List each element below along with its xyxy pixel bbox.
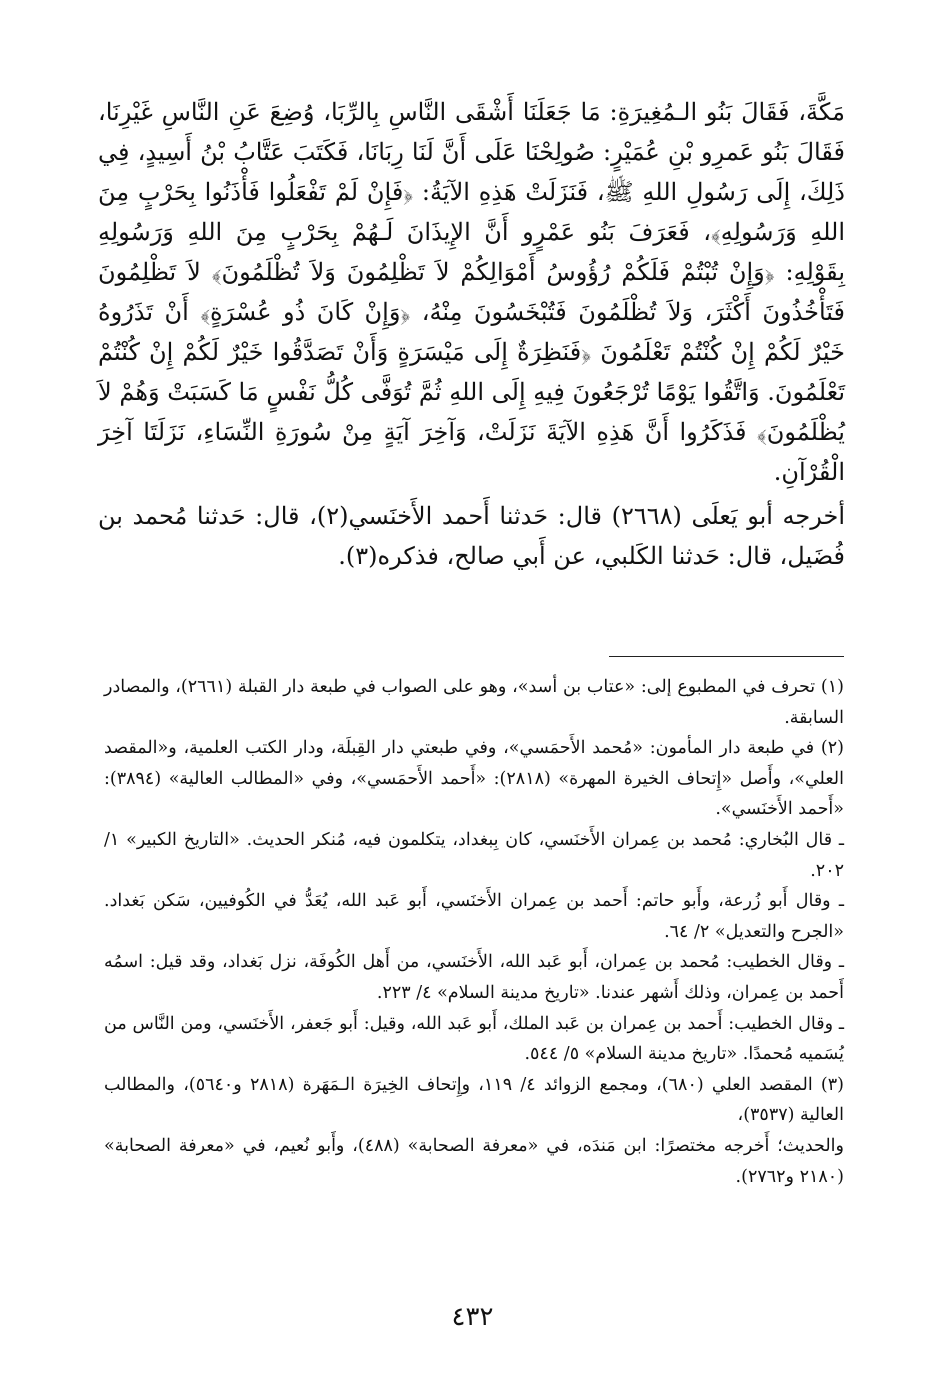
footnote-2-bukhari: ـ قال البُخاري: مُحمد بن عِمران الأَخنَسي، كان بِبغداد، يتكلمون فيه، مُنكر الحديث. «التاريخ الكبير» ١/ ٢٠٢.: [104, 829, 844, 881]
footnote-2-abu-zura: ـ وقال أَبو زُرعة، وأَبو حاتم: أَحمد بن عِمران الأَخنَسي، أَبو عَبد الله، يُعَدُّ في الكُوفيين، سَكن بَغداد. «الجرح والتعديل» ٢/ ٦٤.: [104, 891, 844, 942]
footnote-1: (١) تحرف في المطبوع إلى: «عتاب بن أسد»، وهو على الصواب في طبعة دار القبلة (٢٦٦١)، والمصادر السابقة.: [104, 677, 844, 728]
footnote-3: (٣) المقصد العلي (٦٨٠)، ومجمع الزوائد ٤/ ١١٩، وإِتحاف الخِيرَة الـمَهَرة (٢٨١٨ و٥٦٤٠)، والمطالب العالية (٣٥٣٧)،: [104, 1074, 844, 1126]
main-text: [98, 92, 845, 576]
footnotes: [104, 672, 844, 1192]
footnote-2-khatib-2: ـ وقال الخطيب: أَحمد بن عِمران بن عَبد الملك، أَبو عَبد الله، وقيل: أَبو جَعفر، الأَخنَسي، ومن النَّاس من يُسَميه مُحمدًا. «تاريخ مدينة السلام» ٥/ ٥٤٤.: [104, 1013, 844, 1065]
footnote-2-khatib-1: ـ وقال الخطيب: مُحمد بن عِمران، أَبو عَبد الله، الأَخنَسي، من أَهل الكُوفَة، نزل بَغداد، وقد قيل: اسمُه أَحمد بن عِمران، وذلك أَشهر عندنا. «تاريخ مدينة السلام» ٤/ ٢٢٣.: [104, 952, 844, 1003]
main-paragraph-1: مَكَّةَ، فَقَالَ بَنُو الـمُغِيرَةِ: مَا جَعَلَنَا أَشْقَى النَّاسِ بِالرِّبَا، وُضِعَ عَنِ النَّاسِ غَيْرِنَا، فَقَالَ بَنُو عَمرِو بْنِ عُمَيْرٍ: صُولِحْنَا عَلَى أَنَّ لَنَا رِبَانَا، فَكَتَبَ عَتَّابُ بْنُ أَسِيدٍ، فِي ذَلِكَ، إِلَى رَسُولِ اللهِ ﷺ، فَنَزَلَتْ هَذِهِ الآيَةُ: ﴿فَإِنْ لَمْ تَفْعَلُوا فَأْذَنُوا بِحَرْبٍ مِنَ اللهِ وَرَسُولِهِ﴾، فَعَرَفَ بَنُو عَمْرٍو أَنَّ الإِيذَانَ لَـهُمْ بِحَرْبٍ مِنَ اللهِ وَرَسُولِهِ بِقَوْلِهِ: ﴿وَإِنْ تُبْتُمْ فَلَكُمْ رُؤُوسُ أَمْوَالِكُمْ لاَ تَظْلِمُونَ وَلاَ تُظْلَمُونَ﴾ لاَ تَظْلِمُونَ فَتَأْخُذُونَ أَكْثَرَ، وَلاَ تُظْلَمُونَ فَتُبْخَسُونَ مِنْهُ، ﴿وَإِنْ كَانَ ذُو عُسْرَةٍ﴾ أَنْ تَذَرُوهُ خَيْرٌ لَكُمْ إِنْ كُنْتُمْ تَعْلَمُونَ ﴿فَنَظِرَةٌ إِلَى مَيْسَرَةٍ وَأَنْ تَصَدَّقُوا خَيْرٌ لَكُمْ إِنْ كُنْتُمْ تَعْلَمُونَ. وَاتَّقُوا يَوْمًا تُرْجَعُونَ فِيهِ إِلَى اللهِ ثُمَّ تُوَفَّى كُلُّ نَفْسٍ مَا كَسَبَتْ وَهُمْ لاَ يُظْلَمُونَ﴾ فَذَكَرُوا أَنَّ هَذِهِ الآيَةَ نَزَلَتْ، وَآخِرَ آيَةٍ مِنْ سُورَةِ النِّسَاءِ، نَزَلَتَا آخِرَ الْقُرْآنِ.: [98, 98, 845, 486]
footnote-2: (٢) في طبعة دار المأمون: «مُحمد الأَحمَسي»، وفي طبعتي دار القِبلَة، ودار الكتب العلمية، و«المقصد العلي»، وأَصل «إِتحاف الخيرة المهرة» (٢٨١٨): «أَحمد الأَحمَسي»، وفي «المطالب العالية» (٣٨٩٤): «أَحمد الأَخنَسي».: [104, 738, 844, 820]
main-paragraph-2: أخرجه أبو يَعلَى (٢٦٦٨) قال: حَدثنا أَحمد الأَخنَسي(٢)، قال: حَدثنا مُحمد بن فُضَيل، قال: حَدثنا الكَلبي، عن أَبي صالح، فذكره(٣).: [98, 502, 846, 570]
footnote-3-hadith: والحديث؛ أَخرجه مختصرًا: ابن مَندَه، في «معرفة الصحابة» (٤٨٨)، وأَبو نُعيم، في «معرفة الصحابة» (٢١٨٠ و٢٧٦٢).: [104, 1135, 844, 1187]
page-number: ٤٣٢: [451, 1302, 494, 1332]
footnote-separator: [609, 656, 844, 657]
